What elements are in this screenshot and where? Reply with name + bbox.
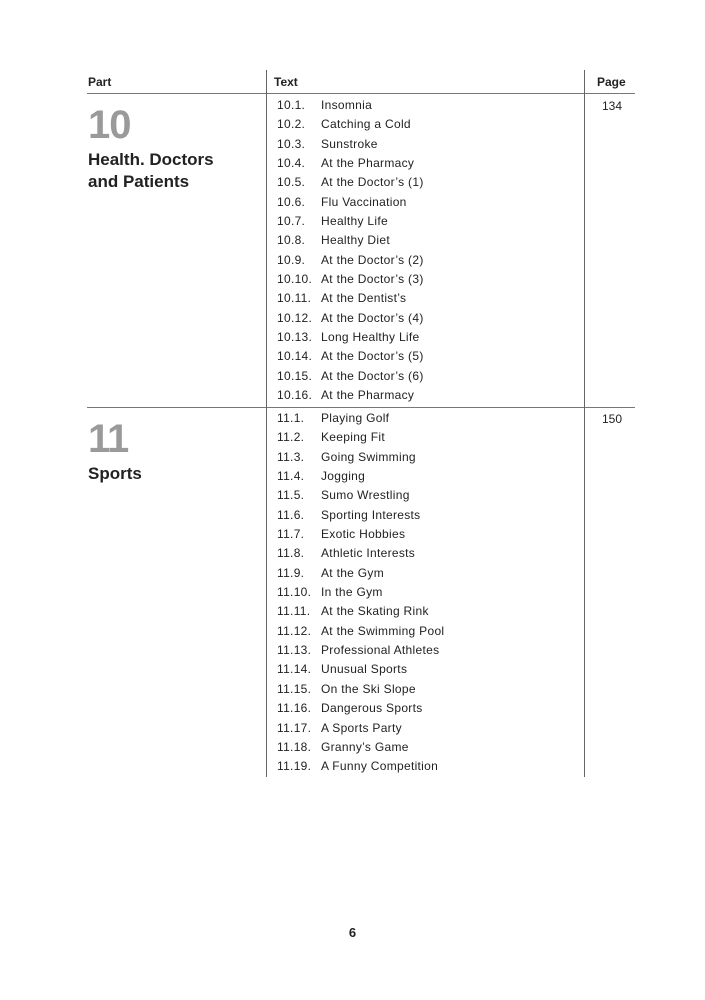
part-title [88,149,214,193]
entry-number: 11.4. [277,469,305,484]
entry-title: At the Doctor’s (6) [321,368,424,383]
list-item [277,328,424,347]
entry-title: Dangerous Sports [321,701,423,716]
list-item [277,173,424,192]
entry-title: Keeping Fit [321,430,386,445]
entry-title: At the Doctor’s (4) [321,310,424,325]
entry-number: 10.8. [277,233,306,248]
entry-number: 10.3. [277,136,306,151]
entry-title: At the Swimming Pool [321,623,445,638]
header-part: Part [88,75,112,89]
list-item [277,96,424,115]
entry-title: At the Skating Rink [321,604,429,619]
section-divider [87,407,635,408]
list-item [277,251,424,270]
part-11-entries [277,409,444,777]
list-item [277,583,444,602]
entry-title: Healthy Diet [321,233,390,248]
entry-title: In the Gym [321,585,383,600]
list-item [277,409,444,428]
entry-title: A Funny Competition [321,759,439,774]
entry-number: 10.6. [277,194,306,209]
entry-title: Professional Athletes [321,643,440,658]
entry-number: 10.13. [277,330,313,345]
part-title-line: Health. Doctors [88,150,214,169]
list-item [277,641,444,660]
list-item [277,289,424,308]
list-item [277,738,444,757]
entry-title: Sumo Wrestling [321,488,410,503]
list-item [277,386,424,405]
part-title-line: Sports [88,464,142,483]
list-item [277,347,424,366]
entry-title: Athletic Interests [321,546,416,561]
part-10-page: 134 [601,99,622,113]
part-title-line: and Patients [88,172,190,191]
entry-title: Playing Golf [321,411,390,425]
list-item [277,564,444,583]
header-text: Text [274,75,298,89]
entry-number: 11.9. [277,565,305,580]
entry-title: Sunstroke [321,136,378,151]
part-10 [88,105,214,193]
entry-number: 10.9. [277,252,306,267]
list-item [277,115,424,134]
entry-number: 11.13. [277,643,312,658]
entry-number: 10.10. [277,272,313,287]
header-page: Page [597,75,626,89]
entry-title: At the Pharmacy [321,156,415,171]
list-item [277,154,424,173]
entry-number: 10.15. [277,368,313,383]
entry-title: Exotic Hobbies [321,527,406,542]
entry-title: Healthy Life [321,214,388,229]
entry-number: 11.12. [277,623,312,638]
part-10-entries [277,96,424,406]
entry-number: 11.17. [277,720,312,735]
entry-title: Granny’s Game [321,739,409,754]
entry-number: 10.5. [277,175,306,190]
entry-number: 10.14. [277,349,313,364]
list-item [277,135,424,154]
entry-title: Going Swimming [321,449,416,464]
part-11-page: 150 [601,412,622,426]
entry-number: 11.3. [277,449,305,464]
list-item [277,699,444,718]
entry-number: 10.2. [277,117,306,132]
entry-title: At the Doctor’s (2) [321,252,424,267]
entry-title: At the Gym [321,565,385,580]
list-item [277,193,424,212]
list-item [277,231,424,250]
entry-number: 11.6. [277,507,305,522]
list-item [277,309,424,328]
list-item [277,506,444,525]
entry-title: Flu Vaccination [321,194,407,209]
list-item [277,467,444,486]
part-number: 10 [88,103,131,147]
entry-number: 11.15. [277,681,312,696]
entry-number: 11.8. [277,546,305,561]
entry-title: At the Doctor’s (1) [321,175,424,190]
entry-number: 11.11. [277,604,311,619]
page-number: 6 [348,925,357,940]
list-item [277,757,444,776]
list-item [277,719,444,738]
entry-title: Catching a Cold [321,117,411,132]
entry-number: 11.10. [277,585,312,600]
list-item [277,680,444,699]
header-rule [87,93,635,94]
entry-number: 11.5. [277,488,305,503]
entry-title: At the Pharmacy [321,388,415,403]
entry-title: Jogging [321,469,366,484]
list-item [277,367,424,386]
entry-number: 10.4. [277,156,306,171]
list-item [277,602,444,621]
list-item [277,428,444,447]
entry-number: 11.7. [277,527,305,542]
entry-title: Insomnia [321,98,373,112]
entry-number: 11.1. [277,411,305,425]
list-item [277,544,444,563]
list-item [277,525,444,544]
entry-number: 10.11. [277,291,312,306]
entry-title: At the Dentist’s [321,291,407,306]
entry-number: 11.2. [277,430,305,445]
list-item [277,212,424,231]
entry-title: At the Doctor’s (5) [321,349,424,364]
list-item [277,622,444,641]
entry-number: 11.14. [277,662,312,677]
part-11 [88,419,142,485]
entry-number: 10.16. [277,388,313,403]
list-item [277,660,444,679]
entry-title: Unusual Sports [321,662,408,677]
column-rule-right [584,70,585,777]
list-item [277,486,444,505]
entry-title: Long Healthy Life [321,330,420,345]
list-item [277,448,444,467]
entry-number: 10.12. [277,310,313,325]
entry-number: 11.16. [277,701,312,716]
part-number: 11 [88,417,129,461]
entry-number: 11.18. [277,739,312,754]
entry-title: Sporting Interests [321,507,421,522]
list-item [277,270,424,289]
part-title [88,463,142,485]
entry-number: 11.19. [277,759,312,774]
entry-number: 10.7. [277,214,306,229]
column-rule-left [266,70,267,777]
entry-number: 10.1. [277,98,306,112]
entry-title: At the Doctor’s (3) [321,272,424,287]
entry-title: On the Ski Slope [321,681,416,696]
entry-title: A Sports Party [321,720,402,735]
